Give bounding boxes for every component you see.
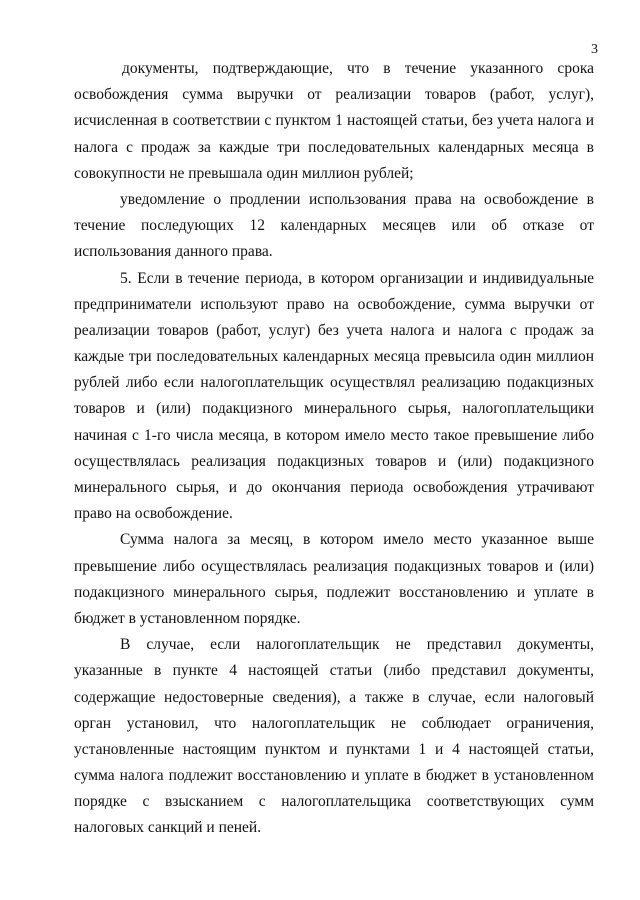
text-line: документы, подтверждающие, что в течение указанного срока	[122, 60, 594, 77]
text-line: исчисленная в соответствии с пунктом 1 настоящей статьи, без учета налога и	[74, 112, 594, 130]
text-line: подакцизного минерального сырья, подлежит восстановлению и уплате в	[74, 583, 594, 601]
text-line: рублей либо если налогоплательщик осуществлял реализацию подакцизных	[74, 374, 594, 392]
text-line: В случае, если налогоплательщик не представил документы,	[120, 636, 594, 654]
text-line: товаров и (или) подакцизного минерального сырья, налогоплательщики	[74, 400, 594, 418]
text-line: содержащие недостоверные сведения), а также в случае, если налоговый	[74, 688, 594, 706]
page-number: 3	[591, 42, 598, 57]
text-line: установленные настоящим пунктом и пунктами 1 и 4 настоящей статьи,	[74, 740, 594, 758]
text-line: течение последующих 12 календарных месяцев или об отказе от	[74, 217, 594, 235]
document-body	[74, 56, 594, 842]
paragraph-notification	[74, 187, 594, 266]
text-line: реализации товаров (работ, услуг) без учета налога и налога с продаж за	[74, 321, 594, 339]
paragraph-continuation	[74, 56, 594, 187]
text-line: совокупности не превышала один миллион рублей;	[74, 164, 414, 182]
text-line: право на освобождение.	[74, 505, 233, 523]
text-line: порядке с взысканием с налогоплательщика соответствующих сумм	[74, 793, 594, 811]
text-line: предприниматели используют право на освобождение, сумма выручки от	[74, 295, 594, 313]
text-line: налоговых санкций и пеней.	[74, 819, 262, 837]
text-line: начиная с 1-го числа месяца, в котором имело место такое превышение либо	[74, 426, 594, 444]
text-line: Сумма налога за месяц, в котором имело место указанное выше	[120, 531, 594, 549]
paragraph-tax-sum	[74, 527, 594, 632]
text-line: использования данного права.	[74, 243, 273, 261]
text-line: превышение либо осуществлялась реализация подакцизных товаров и (или)	[74, 557, 594, 575]
text-line: орган установил, что налогоплательщик не соблюдает ограничения,	[74, 714, 594, 732]
text-line: налога с продаж за каждые три последовательных календарных месяца в	[74, 138, 594, 156]
text-line: освобождения сумма выручки от реализации товаров (работ, услуг),	[74, 86, 594, 104]
paragraph-clause-5	[74, 266, 594, 528]
text-line: указанные в пункте 4 настоящей статьи (либо представил документы,	[74, 662, 594, 680]
text-line: каждые три последовательных календарных месяца превысила один миллион	[74, 348, 594, 366]
text-line: уведомление о продлении использования права на освобождение в	[120, 190, 594, 208]
text-line: минерального сырья, и до окончания периода освобождения утрачивают	[74, 479, 594, 496]
text-line: 5. Если в течение периода, в котором организации и индивидуальные	[120, 269, 594, 287]
text-line: осуществлялась реализация подакцизных товаров и (или) подакцизного	[74, 452, 594, 470]
text-line: сумма налога подлежит восстановлению и уплате в бюджет в установленном	[74, 767, 594, 785]
paragraph-documents-missing	[74, 632, 594, 842]
text-line: бюджет в установленном порядке.	[74, 609, 301, 627]
